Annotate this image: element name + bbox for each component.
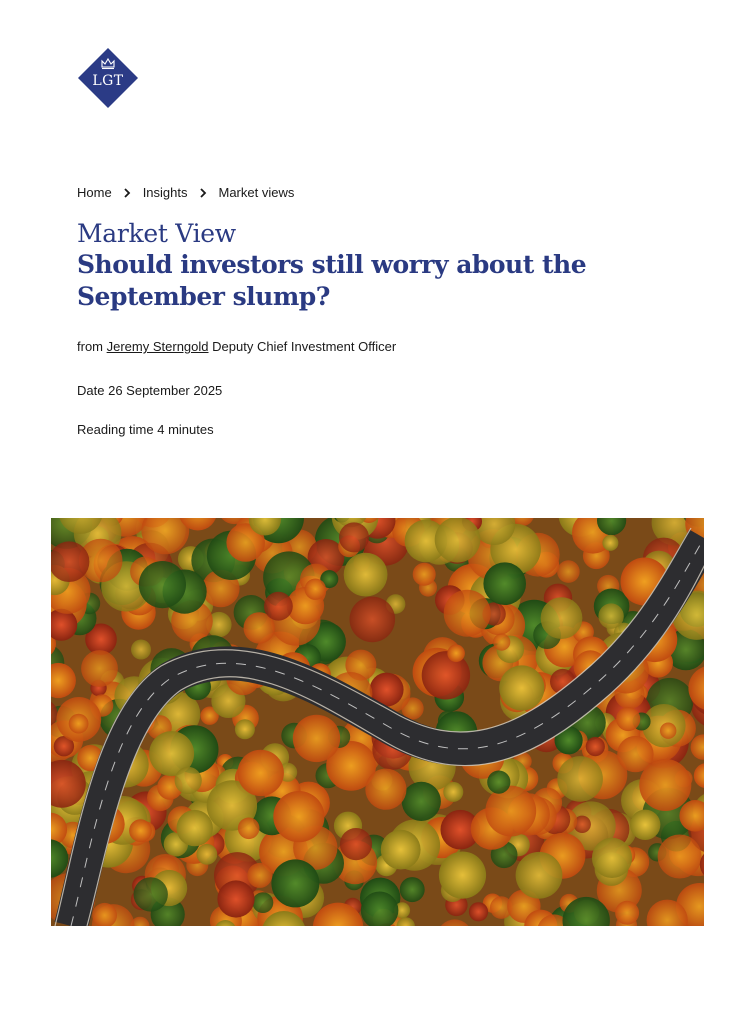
author-prefix: from [77,339,103,354]
article-title: Should investors still worry about the September slump? [77,250,587,311]
chevron-right-icon [123,188,131,198]
hero-image [51,518,704,926]
breadcrumb-market-views[interactable]: Market views [218,185,295,200]
author-line [77,339,396,354]
svg-text:LGT: LGT [92,73,124,89]
reading-time-label: Reading time [77,422,154,437]
reading-time [77,422,214,437]
publish-date [77,383,222,398]
chevron-right-icon [199,188,207,198]
breadcrumb-home[interactable]: Home [77,185,112,200]
author-link[interactable]: Jeremy Sterngold [106,339,209,354]
lgt-logo[interactable] [77,47,139,109]
breadcrumb-insights[interactable]: Insights [142,185,188,200]
date-label: Date [77,383,105,398]
article-kicker: Market View [77,219,236,248]
author-role: Deputy Chief Investment Officer [212,339,397,354]
reading-time-value: 4 minutes [157,422,214,437]
autumn-forest-road-image [51,518,704,926]
date-value: 26 September 2025 [108,383,223,398]
breadcrumb [77,185,294,200]
lgt-diamond-icon [77,47,139,109]
